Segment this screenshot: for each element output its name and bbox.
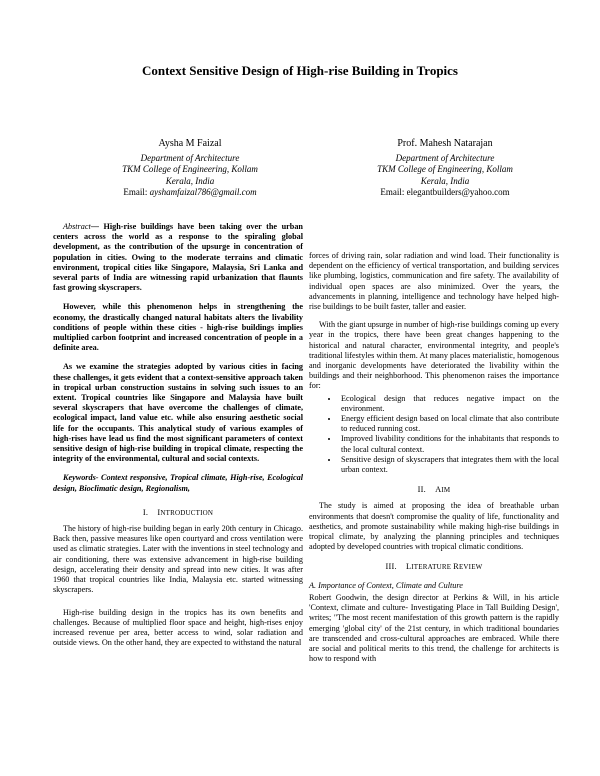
section-number: II. — [417, 485, 426, 495]
author-name: Aysha M Faizal — [158, 138, 222, 149]
body-paragraph: forces of driving rain, solar radiation and wind load. Their functionality is dependent on the efficiency of vertical transportation, and building services like plumbing, logistics, communication and fire safety. The availability of individual open spaces are also minimized. Over the years, the advancements in planning, intelligence and technology have helped high-rise buildings to be built faster, taller and easier. — [309, 251, 559, 312]
section-number: I. — [142, 507, 149, 517]
intro-paragraph: High-rise building design in the tropics has its own benefits and challenges. Because of multiplied floor space and height, high-rises enjoy increased revenue per area, better access to wind, solar radiation and outside views. On the other hand, they are expected to withstand the natural — [53, 607, 303, 648]
list-item: • Ecological design that reduces negative impact on the environment. — [339, 394, 559, 414]
left-column — [53, 222, 303, 656]
author-college: TKM College of Engineering, Kollam — [377, 164, 513, 174]
author-name: Prof. Mahesh Natarajan — [397, 138, 493, 149]
section-title-initial: A — [435, 485, 442, 495]
section-heading-literature-review — [309, 562, 559, 572]
section-title-rest: NTRODUCTION — [160, 508, 214, 517]
section-title-rest: IM — [441, 486, 451, 495]
abstract-paragraph: However, while this phenomenon helps in strengthening the economy, the drastically changed natural habitats alters the livability conditions of people within these cities - high-rise buildings implies multiplied carbon footprint and increased concentration of people in a definite area. — [53, 302, 303, 353]
list-item: • Energy efficient design based on local climate that also contribute to reduced running cost. — [339, 414, 559, 434]
author-department: Department of Architecture — [395, 152, 495, 163]
author-department: Department of Architecture — [140, 152, 240, 163]
author-location: Kerala, India — [165, 175, 215, 186]
section-title-initial: I — [157, 507, 161, 517]
email-label: Email: — [380, 187, 407, 197]
author-location: Kerala, India — [420, 175, 470, 186]
abstract — [53, 222, 303, 464]
section-heading-aim — [309, 485, 559, 495]
section-number: III. — [385, 562, 397, 572]
right-column — [309, 251, 559, 672]
subsection-heading: A. Importance of Context, Climate and Culture — [309, 580, 463, 590]
author-email-line — [90, 187, 290, 199]
author-college: TKM College of Engineering, Kollam — [122, 164, 258, 174]
author-email[interactable]: ayshamfaizal786@gmail.com — [149, 187, 257, 197]
list-item: • Improved livability conditions for the inhabitants that responds to the local cultural context. — [339, 434, 559, 454]
section-heading-introduction — [53, 508, 303, 518]
intro-paragraph: The history of high-rise building began in early 20th century in Chicago. Back then, passive measures like open courtyard and cross ventilation were used as climatic strategies. Later with the inventions in steel technology and air conditioning, there was extensive advancement in high-rise building design, accelerating their density and spread into new cities. It was after 1960 that tropical countries like India, Malaysia etc. started witnessing skyscrapers. — [53, 524, 303, 595]
author-email-line — [345, 187, 545, 199]
list-item: • Sensitive design of skyscrapers that integrates them with the local urban context. — [339, 455, 559, 475]
aim-paragraph: The study is aimed at proposing the idea of breathable urban environments that doesn't compromise the quality of life, functionality and aesthetics, and promote sustainability while making high-rise buildings in tropical climate, by analyzing the planning principles and techniques adopted by developed countries with tropical climatic conditions. — [309, 501, 559, 552]
section-title-rest: ITERATURE — [411, 563, 454, 572]
bullet-list — [309, 394, 559, 476]
section-title-initial: L — [405, 562, 412, 572]
body-paragraph: With the giant upsurge in number of high-rise buildings coming up every year in the tropics, there have been great changes happening to the historical and natural character, environmental integrity, and people's traditional lifestyles within them. At many places materialistic, homogenous and inorganic developments have deteriorated the livability within the buildings and their neighborhood. This phenomenon raises the importance for: — [309, 320, 559, 391]
section-title-rest: EVIEW — [458, 563, 483, 572]
email-label: Email: — [123, 187, 150, 197]
section-title-initial: R — [453, 562, 459, 572]
author-email[interactable]: elegantbuilders@yahoo.com — [406, 187, 510, 197]
abstract-lead: Abstract — [63, 222, 91, 231]
literature-paragraph: Robert Goodwin, the design director at Perkins & Will, in his article 'Context, climate and culture- Investigating Place in Tall Building Design', writes; "The most recent manifestation of this growth pattern is the rapidly emerging 'global city' of the 21st century, in which traditional boundaries are transcended and cross-cultural approaches are embraced. While there are social and political merits to this trend, the challenge for architects is how to respond with — [309, 592, 559, 664]
abstract-paragraph — [53, 222, 303, 293]
author-block-2 — [345, 138, 545, 199]
abstract-text: — High-rise buildings have been taking over the urban centers across the world as a response to the spiraling global development, as the contribution of the upsurge in concentration of population in cities. Owing to the moderate terrains and climatic environment, tropical cities like Singapore, Malaysia, Sri Lanka and several parts of India are witnessing rapid urbanization that flaunts fast growing skyscrapers. — [53, 222, 303, 293]
paper-title: Context Sensitive Design of High-rise Building in Tropics — [141, 63, 458, 78]
keywords: Keywords- Context responsive, Tropical climate, High-rise, Ecological design, Bioclimatic design, Regionalism, — [53, 473, 303, 493]
author-block-1 — [90, 138, 290, 199]
abstract-paragraph: As we examine the strategies adopted by various cities in facing these challenges, it gets evident that a context-sensitive approach taken in tropical urban construction sustains in solving such issues to an extent. Tropical countries like Singapore and Malaysia have built several skyscrapers that have overcome the challenges of climate, ecological impact, land value etc. while also ensuring aesthetic social life for the occupants. This analytical study of various examples of high-rises have lead us find the most significant parameters of context sensitive design of high-rise building in tropical climate, respecting the integrity of the environmental, cultural and social contexts. — [53, 362, 303, 464]
